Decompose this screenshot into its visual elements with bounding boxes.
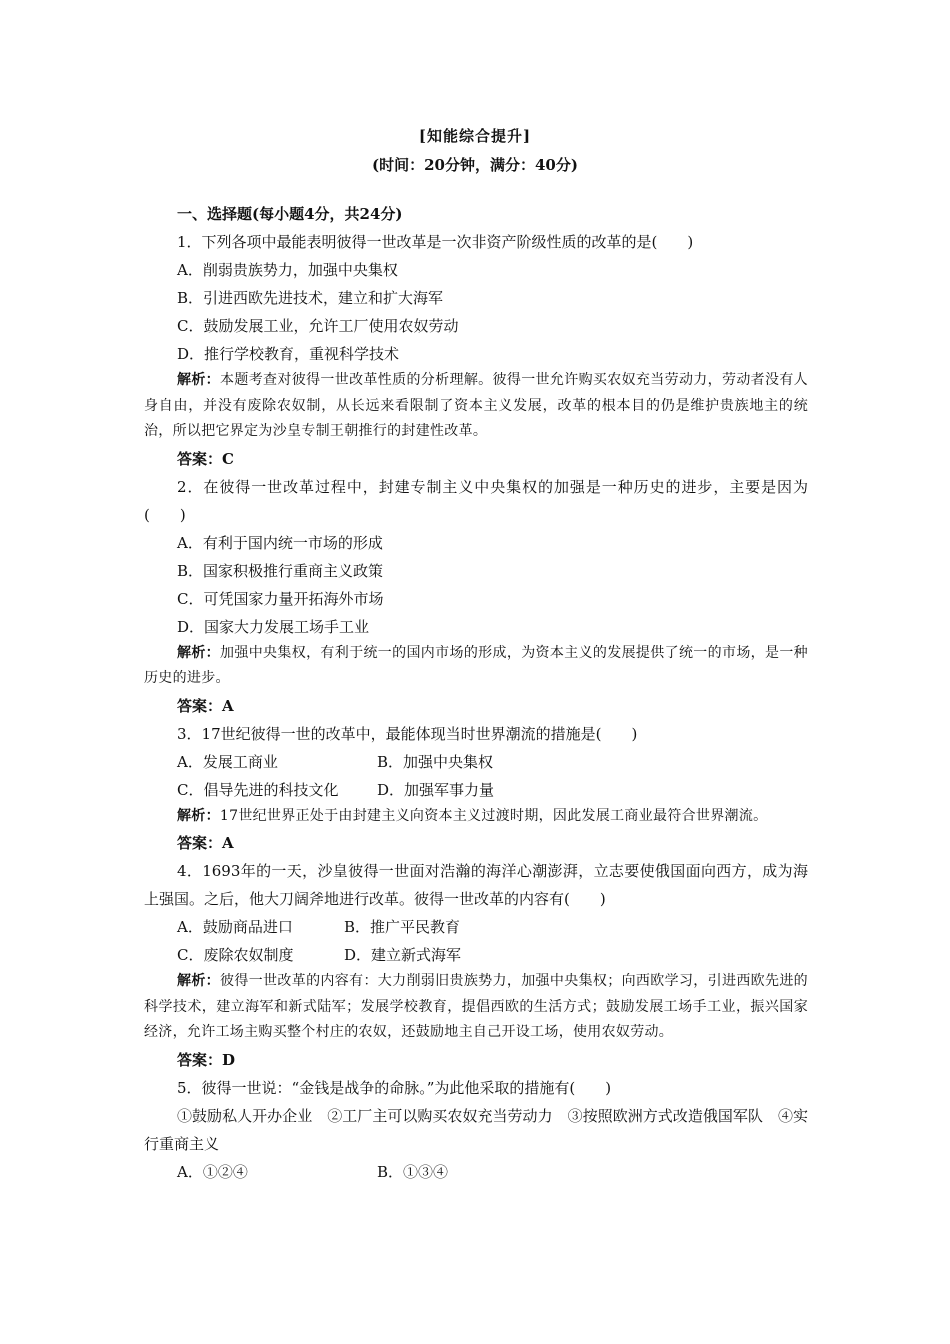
page-title: [知能综合提升] — [418, 127, 532, 145]
q3-option-b: B．加强中央集权 — [377, 752, 494, 771]
q3-options-row-1 — [144, 748, 808, 776]
q2-option-a: A．有利于国内统一市场的形成 — [177, 533, 383, 552]
q5-option-b: B．①③④ — [377, 1162, 449, 1181]
q3-option-d: D．加强军事力量 — [377, 780, 495, 799]
q3-option-c: C．倡导先进的科技文化 — [177, 780, 339, 799]
q3-analysis-text: 17世纪世界正处于由封建主义向资本主义过渡时期，因此发展工商业最符合世界潮流。 — [219, 807, 768, 824]
q1-analysis — [144, 368, 808, 445]
q1-option-d: D．推行学校教育，重视科学技术 — [177, 345, 400, 363]
question-content — [144, 200, 808, 1186]
q4-analysis-text: 彼得一世改革的内容有：大力削弱旧贵族势力，加强中央集权；向西欧学习，引进西欧先进的科学技术，建立海军和新式陆军；发展学校教育，提倡西欧的生活方式；鼓励发展工场手工业，振兴国家经济，允许工场主购买整个村庄的农奴，还鼓励地主自己开设工场，使用农奴劳动。 — [144, 973, 808, 1040]
q2-analysis — [144, 641, 808, 692]
q3-options-row-2 — [144, 776, 808, 804]
q4-analysis-label: 解析： — [177, 973, 221, 989]
q3-analysis-label: 解析： — [177, 807, 220, 824]
q2-answer: 答案：A — [177, 696, 234, 715]
q4-answer: 答案：D — [177, 1050, 236, 1069]
page-subtitle: (时间：20分钟，满分：40分) — [372, 156, 578, 174]
q1-answer: 答案：C — [177, 449, 234, 468]
q5-stem: 5．彼得一世说：“金钱是战争的命脉。”为此他采取的措施有( ) — [177, 1078, 612, 1097]
q2-analysis-label: 解析： — [177, 644, 221, 661]
q1-analysis-label: 解析： — [177, 372, 221, 388]
q4-options-row-1 — [144, 913, 808, 941]
q2-stem: 2．在彼得一世改革过程中，封建专制主义中央集权的加强是一种历史的进步，主要是因为( ) — [144, 477, 808, 524]
q1-option-c: C．鼓励发展工业，允许工厂使用农奴劳动 — [177, 317, 459, 335]
section-heading: 一、选择题(每小题4分，共24分) — [177, 205, 403, 223]
q2-option-d: D．国家大力发展工场手工业 — [177, 617, 370, 636]
q5-items: ①鼓励私人开办企业 ②工厂主可以购买农奴充当劳动力 ③按照欧洲方式改造俄国军队 ④实行重商主义 — [144, 1106, 808, 1153]
q5-option-a: A．①②④ — [177, 1162, 248, 1181]
q2-option-c: C．可凭国家力量开拓海外市场 — [177, 589, 384, 608]
q4-option-c: C．废除农奴制度 — [177, 946, 294, 964]
q5-options-row-1 — [144, 1158, 808, 1186]
q4-option-a: A．鼓励商品进口 — [177, 918, 293, 936]
q3-option-a: A．发展工商业 — [177, 752, 278, 771]
q2-analysis-text: 加强中央集权，有利于统一的国内市场的形成，为资本主义的发展提供了统一的市场，是一种历史的进步。 — [144, 644, 808, 686]
q1-stem: 1．下列各项中最能表明彼得一世改革是一次非资产阶级性质的改革的是( ) — [177, 233, 694, 251]
q4-option-d: D．建立新式海军 — [344, 946, 462, 964]
q4-stem: 4．1693年的一天，沙皇彼得一世面对浩瀚的海洋心潮澎湃，立志要使俄国面向西方，成为海上强国。之后，他大刀阔斧地进行改革。彼得一世改革的内容有( ) — [144, 862, 808, 908]
q3-answer: 答案：A — [177, 834, 234, 852]
q3-stem: 3．17世纪彼得一世的改革中，最能体现当时世界潮流的措施是( ) — [177, 724, 638, 743]
q4-options-row-2 — [144, 941, 808, 969]
q4-analysis — [144, 969, 808, 1046]
q2-option-b: B．国家积极推行重商主义政策 — [177, 561, 384, 580]
q1-analysis-text: 本题考查对彼得一世改革性质的分析理解。彼得一世允许购买农奴充当劳动力，劳动者没有人身自由，并没有废除农奴制，从长远来看限制了资本主义发展，改革的根本目的仍是维护贵族地主的统治，所以把它界定为沙皇专制王朝推行的封建性改革。 — [144, 372, 808, 439]
q1-option-b: B．引进西欧先进技术，建立和扩大海军 — [177, 289, 444, 307]
q4-option-b: B．推广平民教育 — [344, 918, 461, 936]
q1-option-a: A．削弱贵族势力，加强中央集权 — [177, 261, 398, 279]
q3-analysis — [144, 804, 808, 830]
